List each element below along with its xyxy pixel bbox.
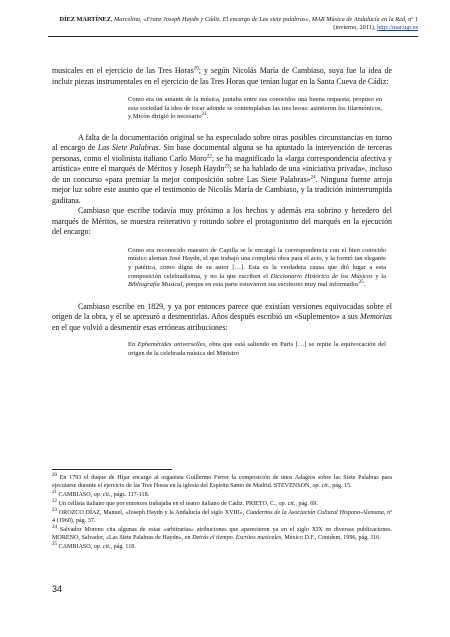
header-text-3: , nº 1 (invierno, 2011), [333, 16, 418, 32]
block-quote-3: En Ephemérides universelles, obra que está saliendo en Paris […] se repite la equivocación del origen de la celebrada música del Ministro [128, 341, 386, 357]
header-journal: MAR Música de Andalucía en la Red [311, 16, 406, 23]
paragraph-4: Cambiaso escribe en 1829, y ya por entonces parece que existían versiones equivocadas sobre el origen de la obra, y él se apresuró a desmentirlas. Años después escribió un «Suplemento» a sus Memorias en el que volvió a desmentir esas erróneas atribuciones: [52, 301, 392, 332]
header-text-1: , Marcelino, «Franz Joseph Haydn y Cádiz. El encargo de [110, 16, 260, 23]
header-url-link[interactable]: http://mar.ugr.es [377, 24, 418, 32]
footnote-25: $^{25}$ CAMBIASO, op. cit., pág. 118. [52, 541, 136, 550]
footnote-20: $^{20}$ En 1793 el duque de Híjar encargó al organista Guillermo Ferrer la composición de unos Adagios sobre las Siete Palabras para ejecutarse durante el ejercicio de las Tres Horas en la iglesia del Espíritu Santo de Madrid. STEVENSON, op. cit., pág. 15. [52, 472, 392, 489]
block-quote-2: Como era reconocido maestro de Capilla se le encargó la correspondencia con el bien conocido músico aleman José Haydn, el que trabajó una completa obra para el acto, y la formó tan elegante y patética, como digna de su autor […]. Esta es la verdadera causa que dió lugar a esta composición celebradísima, y no la que escriben el Diccionario Histórico de los Músicos y la Bibliografía Musical, porque en esta parte estuvieron sus escritores muy mal informados$^{25}$. [128, 246, 386, 289]
paragraph-1: musicales en el ejercicio de las Tres Horas$^{20}$; y según Nicolás María de Cambiaso, suya fue la idea de incluir piezas instrumentales en el ejercicio de las Tres Horas que tenían lugar en la Santa Cueva de Cádiz: [52, 66, 392, 86]
running-header [48, 16, 418, 32]
header-rule [48, 36, 418, 37]
page-number: 34 [52, 584, 63, 594]
paragraph-3: Cambiaso que escribe todavía muy próximo a los hechos y además era sobrino y heredero del marqués de Méritos, se muestra reiterativo y rotundo sobre el protagonismo del marqués en la ejecución del encargo: [52, 206, 392, 237]
header-author: DÍEZ MARTÍNEZ [59, 16, 111, 23]
footnote-rule [52, 469, 172, 470]
footnote-21: $^{21}$ CAMBIASO, op. cit., págs. 117-118. [52, 489, 150, 498]
article-body [52, 66, 392, 358]
header-work-title: Las siete palabras [259, 16, 306, 23]
footnote-22: $^{22}$ Un cellista italiano que por entonces trabajaba en el teatro italiano de Cádiz. PRIETO, C., op. cit., pág. 69. [52, 498, 318, 507]
footnotes [52, 474, 392, 552]
paragraph-2: A falta de la documentación original se ha especulado sobre otras posibles circunstancias en torno al encargo de Las Siete Palabras. Sin base documental alguna se ha apuntado la intervención de terceras personas, como el violinista italiano Carlo Moro$^{22}$; se ha magnificado la «larga correspondencia afectiva y artística» entre el marqués de Méritos y Joseph Haydn$^{23}$; se ha hablado de una «iniciativa privada», incluso de un concurso «para premiar la mejor composición sobre Las Siete Palabras»$^{24}$. Ninguna fuente arroja mejor luz sobre este asunto que el testimonio de Nicolás María de Cambiaso, y la tradición ininterrumpida gaditana. [52, 132, 392, 205]
block-quote-1: Como era un amante de la música, juntaba entre sus conocidos una buena orquesta; propuso en esta sociedad la idea de tocar adonde se contemplaban las tres horas: asintieron los filarmónicos, y Micón dirigió lo necesario$^{21}$. [128, 96, 382, 121]
footnote-23: $^{23}$ OROZCO DÍAZ, Manuel, «Joseph Haydn y la Andalucía del siglo XVIII», Cuadernos de la Asociación Cultural Hispano-Alemana, nº 4 (1960), pág. 37. [52, 507, 393, 524]
footnote-24: $^{24}$ Salvador Moreno cita algunas de estas «arbitrarias» atribuciones que aparecieron ya en el siglo XIX en diversas publicaciones. MORENO, Salvador, «Las Siete Palabras de Haydn», en Detrás el tiempo. Escritos musicales, México D.F., Conidem, 1996, pág. 116. [52, 524, 392, 541]
header-text-2: », [305, 16, 312, 23]
